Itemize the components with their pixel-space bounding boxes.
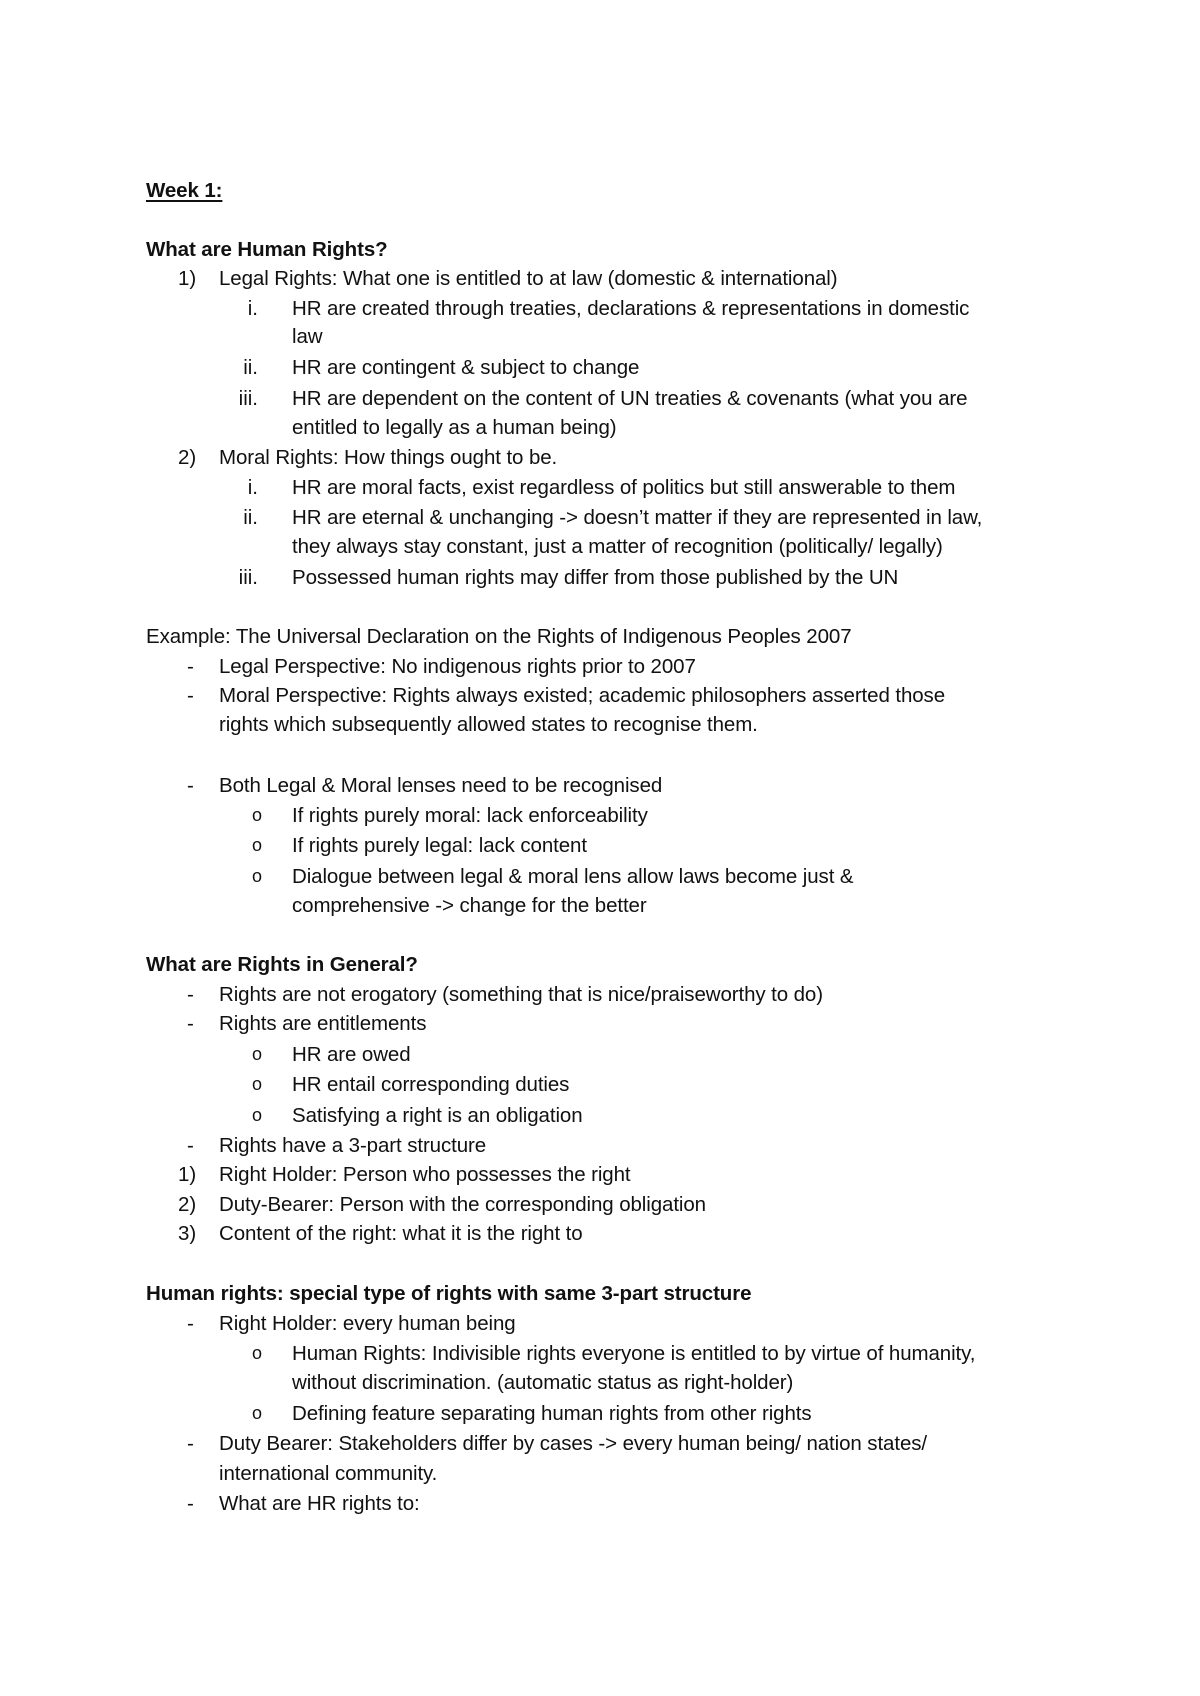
list-item-continuation: law [292,325,323,348]
list-item: HR are created through treaties, declarations & representations in domestic [292,297,970,320]
list-marker: i. [247,476,258,499]
list-item: Moral Perspective: Rights always existed; academic philosophers asserted those [219,684,945,707]
list-item: Right Holder: Person who possesses the right [219,1163,631,1186]
list-item: Both Legal & Moral lenses need to be recognised [219,774,663,797]
circle-bullet: o [252,1403,263,1423]
dash-bullet: - [187,1312,194,1335]
list-marker: 2) [178,1193,197,1216]
dash-bullet: - [187,774,194,797]
list-item: HR are eternal & unchanging -> doesn’t matter if they are represented in law, [292,506,983,529]
week-heading: Week 1: [146,179,223,202]
list-item: Duty Bearer: Stakeholders differ by cases -> every human being/ nation states/ [219,1432,927,1455]
list-item: HR entail corresponding duties [292,1073,570,1096]
circle-bullet: o [252,1074,263,1094]
list-marker: ii. [243,506,258,529]
list-item: Content of the right: what it is the right to [219,1222,583,1245]
circle-bullet: o [252,866,263,886]
section-heading-human-rights-structure: Human rights: special type of rights with same 3-part structure [146,1282,752,1305]
list-item: Rights are entitlements [219,1012,427,1035]
list-item: HR are owed [292,1043,411,1066]
list-item-continuation: comprehensive -> change for the better [292,894,647,917]
list-item: Possessed human rights may differ from those published by the UN [292,566,899,589]
list-item: Rights have a 3-part structure [219,1134,487,1157]
list-marker: 1) [178,267,197,290]
list-item: Legal Perspective: No indigenous rights prior to 2007 [219,655,696,678]
list-item: Right Holder: every human being [219,1312,516,1335]
list-item-continuation: international community. [219,1462,438,1485]
dash-bullet: - [187,1134,194,1157]
list-item: If rights purely legal: lack content [292,834,587,857]
dash-bullet: - [187,1492,194,1515]
circle-bullet: o [252,805,263,825]
list-item: Defining feature separating human rights from other rights [292,1402,812,1425]
list-item: Human Rights: Indivisible rights everyone is entitled to by virtue of humanity, [292,1342,976,1365]
list-marker: i. [247,297,258,320]
list-marker: 1) [178,1163,197,1186]
circle-bullet: o [252,1105,263,1125]
section-heading-rights-general: What are Rights in General? [146,953,418,976]
list-marker: iii. [238,566,258,589]
list-item-legal-rights: Legal Rights: What one is entitled to at law (domestic & international) [219,267,838,290]
list-item: Satisfying a right is an obligation [292,1104,583,1127]
list-item: Dialogue between legal & moral lens allow laws become just & [292,865,854,888]
list-item: If rights purely moral: lack enforceability [292,804,648,827]
list-marker: ii. [243,356,258,379]
circle-bullet: o [252,1044,263,1064]
list-item: What are HR rights to: [219,1492,420,1515]
list-item: Duty-Bearer: Person with the corresponding obligation [219,1193,706,1216]
list-item-continuation: entitled to legally as a human being) [292,416,617,439]
circle-bullet: o [252,835,263,855]
list-item: Rights are not erogatory (something that is nice/praiseworthy to do) [219,983,823,1006]
section-heading-human-rights: What are Human Rights? [146,238,388,261]
list-item-moral-rights: Moral Rights: How things ought to be. [219,446,558,469]
dash-bullet: - [187,655,194,678]
dash-bullet: - [187,1012,194,1035]
dash-bullet: - [187,983,194,1006]
list-item: HR are moral facts, exist regardless of politics but still answerable to them [292,476,956,499]
dash-bullet: - [187,1432,194,1455]
list-item-continuation: without discrimination. (automatic status as right-holder) [292,1371,794,1394]
list-item-continuation: rights which subsequently allowed states to recognise them. [219,713,758,736]
list-item: HR are contingent & subject to change [292,356,640,379]
dash-bullet: - [187,684,194,707]
list-item: HR are dependent on the content of UN treaties & covenants (what you are [292,387,968,410]
list-marker: 3) [178,1222,197,1245]
list-marker: 2) [178,446,197,469]
circle-bullet: o [252,1343,263,1363]
list-marker: iii. [238,387,258,410]
example-line: Example: The Universal Declaration on the Rights of Indigenous Peoples 2007 [146,625,852,648]
list-item-continuation: they always stay constant, just a matter of recognition (politically/ legally) [292,535,943,558]
